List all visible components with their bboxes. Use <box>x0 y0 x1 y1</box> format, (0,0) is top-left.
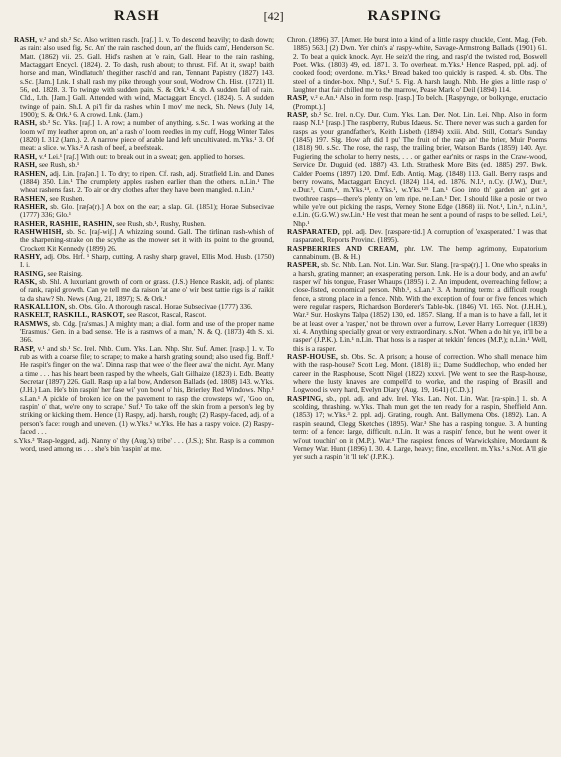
dictionary-entry <box>287 36 547 94</box>
entry-text: v.² e.An.¹ Also in form resp. [rasp.] To belch. [Raspynge, or bolkynge, eructacio (Prompt.).] <box>293 93 547 111</box>
entry-text: v.¹ and sb.¹ Sc. Irel. Nhb. Cum. Yks. Lan. Nhp. Shr. Suf. Amer. [rasp.] 1. v. To rub as with a coarse file; to scrape; to make a harsh grating sound; also used fig. Bnff.¹ He raspit's finger on the wa'. Dinna rasp that wee o' the fleer awa' the nicht. Ayr. Many a time . . . has his heart been rasped by the wheels, Galt Gilhaize (1823) i. Edb. Beatty Secretar (1897) 226. Gall. Rasp up a lal bow, Anderson Ballads (ed. 1808) 143. w.Yks. (J.H.) Lan. He's bin raspin' her fase wi' yon bowl o' his, Brierley Red Windows. Nhp.¹ s.Lan.¹ A pickle of broken ice on the pavement to rasp the crowsteps wi', 'Goo on, raspin' o' that, we're ony to scrape.' Suf.¹ To take off the skin from a person's leg by striking or kicking them. Hence (1) Raspy, adj. harsh, rough; (2) Raspy-faced, adj. of a person's face: rough and uneven. (1) w.Yks.¹ w.Yks. He has a raspy voice. (2) Raspy-faced . . . <box>20 343 274 437</box>
entry-headword: RASHEN, <box>14 193 48 203</box>
entry-text: sb. Shl. A luxuriant growth of corn or grass. (J.S.) Hence Raskit, adj. of plants: of rank, rapid growth. Can ye tell me da raison 'at ane o' wir best tattie rigs is a' raikit ta da shaw? Sh. News (Aug. 21, 1897); S. & Ork.¹ <box>20 276 274 303</box>
entry-text: sb. Obs. Glo. A thorough rascal. Horae Subsecivae (1777) 336. <box>68 302 253 311</box>
entry-headword: RASHEN, <box>14 168 48 178</box>
entry-headword: RASP, <box>287 93 309 103</box>
entry-headword: RASH, <box>14 36 38 44</box>
entry-headword: RASHER, RASHIE, RASHIN, <box>14 218 115 228</box>
entry-text: sb. Cdg. [ra'smas.] A mighty man; a dial. form and use of the proper name 'Erasmus.' Gen. in a bad sense. 'He is a rasmws of a man,' N. & Q. (1873) 4th S. xi. 366. <box>20 318 274 345</box>
entry-text: see Rush, sb.¹, Rushy, Rushen. <box>116 218 206 228</box>
entry-headword: RASPBERRIES AND CREAM, <box>287 243 399 253</box>
entry-headword: RASPING, <box>287 393 324 403</box>
left-column <box>14 36 274 756</box>
dictionary-entry <box>287 111 547 228</box>
entry-text: sb.³ Sc. Yks. [raʃ.] 1. A row; a number of anything. s.Sc. I was working at the loom wi' my leather apron on, an' a rash o' loom reedles in my cuff, Hogg Winter Tales (1820) I. 312 (Jam.). 2. A narrow piece of arable land left uncultivated. m.Yks.¹ 3. Of meat: a slice. w.Yks.² A rash of beef, a beefsteak. <box>20 118 274 153</box>
entry-headword: RASHER, <box>14 201 48 211</box>
dictionary-entry <box>287 228 547 245</box>
entry-headword: RASPARATED, <box>287 226 340 236</box>
entry-headword: RASH, <box>14 118 38 128</box>
entry-headword: RASP-HOUSE, <box>287 352 339 362</box>
entry-headword: RASHWHISH, <box>14 226 64 236</box>
entry-text: ppl. adj. Dev. [ræspəre·tid.] A corruption of 'exasperated.' I was that rasparated, Reports Provinc. (1895). <box>293 226 547 245</box>
dictionary-entry <box>14 36 274 119</box>
entry-text: see Rascot, Rascal, Rascot. <box>126 310 207 320</box>
page-number: [42] <box>263 9 284 23</box>
dictionary-entry <box>287 353 547 395</box>
entry-text: v.⁴ Lei.¹ [raʃ.] With out: to break out in a sweat; gen. applied to horses. <box>38 151 245 161</box>
entry-text: phr. LW. The hemp agrimony, Eupatorium cannabinum. (B. & H.) <box>293 243 547 261</box>
dictionary-entry <box>287 245 547 262</box>
entry-text: sb., ppl. adj. and adv. Irel. Yks. Lan. Not. Lin. War. [ra·spin.] 1. sb. A scolding, thrashing. w.Yks. Thah mun get the ten ready for a raspin, Sheffield Ann. (1853) 17; w.Yks.³ 2. ppl. adj. Grating, rough. Ant. Ballymena Obs. (1892). Lan. A raspin seaund, Clegg Sketches (1895). War.³ She has a rasping tongue. 3. A hunting term: of a fence: large, difficult. n.Lin. It was a raspin' fence, but he went ower it wi'out touchin' on it (M.P.). War.³ The raspiest fences of Warwickshire, Mordaunt & Verney War. Hunt (1896) I. 30. 4. Large, heavy; fine, excellent. m.Yks.¹ s.Not. A'll gie yer such a raspin 'it 'll tek' (J.P.K.). <box>293 393 547 462</box>
dictionary-entry <box>287 261 547 353</box>
entry-text: see Rush, sb.¹ <box>38 160 80 170</box>
entry-headword: RASP, <box>287 110 309 120</box>
entry-headword: RASK, <box>14 276 38 286</box>
entry-text: sb. Sc. [raʃ-wiʃ.] A whizzing sound. Gall. The tirlinan rash-whish of the sharpening-strake on the scythe as the mower set it with its point to the ground, Crockett Kit Kennedy (1899) 26. <box>20 226 274 253</box>
dictionary-entry <box>14 203 274 220</box>
entry-text: see Rushen. <box>49 193 85 203</box>
entry-text: sb. Glo. [ræʃə(r).] A box on the ear; a slap. Gl. (1851); Horae Subsecivae (1777) 336; Glo.¹ <box>20 201 274 220</box>
dictionary-entry <box>287 395 547 462</box>
dictionary-entry <box>14 278 274 303</box>
entry-headword: RASHY, <box>14 251 42 261</box>
entry-text: sb.² Sc. Irel. n.Cy. Dur. Cum. Yks. Lan. Der. Not. Lin. Lei. Nhp. Also in form raasp N.I.¹ [rasp.] The raspberry, Rubus Idaeus. Sc. There never was such a garden for rasps as your grandfather's, Keith Lisbeth (1894) xxiii. Abd. Still, Cottar's Sunday (1845) 197. Slg. How aft did I pu' The fruit of the rasp an' the brier, Muir Poems (1818) 90. s.Sc. The rose, the rasp, the trailing brier, Watson Bards (1859) 140. Ayr. Fugiering the scholar to herry nests, . . . or gather ear'nits or rasps in the Craw-wood, Service Dr. Duguid (ed. 1887) 43. Lth. Strathesk More Bits (ed. 1885) 297. Bwk. Calder Poems (1897) 120. Dmf. Edb. Antiq. Mag. (1848) 113. Gall. Berry rasps and berry rowans, Mactaggart Encycl. (1824) 114, ed. 1876. N.I.¹, n.Cy. (J.W.), Dur.¹, e.Dur.¹, Cum.⁴, m.Yks.¹⁴, e.Yks.¹, w.Yks.¹²⁵ Lan.¹ Goo into th' garden an' get a twothree rasps—there's plenty on 'em ripe. ne.Lan.¹ Der. I should like a posie or two while ye're out picking the rasps, Verney Stone Edge (1868) iii. Not.¹, Lin.¹, n.Lin.¹, e.Lin. (G.G.W.) sw.Lin.¹ He vest that mean he sent a pound of rasps to be selled. Lei.¹, Nhp.¹ <box>293 110 547 228</box>
dictionary-entry <box>14 119 274 152</box>
dictionary-entry <box>14 253 274 270</box>
dictionary-entry <box>14 228 274 253</box>
entry-headword: RASKELT, RASKILL, RASKOT, <box>14 310 125 320</box>
entry-headword: RASMWS, <box>14 318 51 328</box>
left-running-head: RASH <box>114 8 160 24</box>
dictionary-entry <box>287 94 547 111</box>
page-header <box>14 8 547 30</box>
right-running-head: RASPING <box>367 8 442 24</box>
entry-headword: RASKALLION, <box>14 302 68 311</box>
dictionary-entry <box>14 170 274 195</box>
right-column <box>287 36 547 756</box>
dictionary-entry <box>14 320 274 345</box>
entry-text: adj. Obs. Hrf. ¹ Sharp, cutting. A rashy sharp gravel, Ellis Mod. Husb. (1750) I. i. <box>20 251 274 270</box>
columns <box>14 36 547 756</box>
dictionary-entry <box>14 437 274 454</box>
entry-text: adj. Lin. [raʃən.] 1. To dry; to ripen. Cf. rash, adj. Stratfield Lin. and Danes (1884) 350. Lin.¹ The crumplety apples rashen earlier than the others. n.Lin.¹ The wheat rashens fast. 2. To air or dry clothes after they have been mangled. n.Lin.¹ <box>20 168 274 195</box>
entry-headword: RASING, <box>14 268 46 278</box>
entry-headword: RASPER, <box>287 260 320 270</box>
entry-text: sb. Obs. Sc. A prison; a house of correction. Who shall menace him with the rasp-house? Scott Leg. Mont. (1818) ii.; Dame Suddlechop, who ended her career in the Rasphouse, Scott Nigel (1822) xxxvi. [We went to see the Rasp-house, where the lusty knaves are compell'd to worke, and the rasping of Brasill and Logwood is very hard, Evelyn Diary (Aug. 19, 1641) (C.D.).] <box>293 352 547 395</box>
entry-headword: RASH, <box>14 151 38 161</box>
dictionary-entry <box>14 345 274 437</box>
entry-text: v.² and sb.² Sc. Also written rasch. [raʃ.] 1. v. To descend heavily; to dash down; as rain: also used fig. Sc. An' the rain rasched doun, an' the fluids cam', Henderson Sc. Matt. (1862) vii. 25. Gall. Hid's rashen at 'e rain, Gall. Hear to the rain rashing, Mactaggart Encycl. (1824). 2. To dash, rush about; to thrust. Fif. At it, swap! baith horse and man, Windlatuch' thegither rasch'd and ran, Tennant Papistry (1827) 143. s.Sc. [Jam.] Lnk. I shall rash my pike through your soul, Wodrow Ch. Hist. (1721) II. 56, ed. 1828. 3. To twinge with sudden pain. S. & Ork.¹ 4. sb. A sudden fall of rain. Cld., Lth. [Jam.] Gall. Attended with wind, Mactaggart Encycl. (1824). 5. A sudden twinge of pain. Sh.I. A pi'l fir da rashes whin I mov' me neck, Sh. News (July 14, 1900); S. & Ork.¹ 6. A crowd. Lnk. (Jam.) <box>20 36 274 120</box>
entry-text: sb. Sc. Nhb. Lan. Not. Lin. War. Sur. Slang. [ra·spə(r).] 1. One who speaks in a harsh, grating manner; an exasperating person. Lnk. He is a dour body, and an awfu' rasper wi' his tongue, Fraser Whaups (1895) i. 2. An impudent, overreaching fellow; a close-fisted, economical person. Nhb.¹, s.Lan.¹ 3. A hunting term: a difficult rough fence, a strong place in a fence. Nhb. With the exception of four or five fences which were regular raspers, Richardson Borderer's Table-bk. (1846) VI. 165. Not. (J.H.H.), War.² Sur. Hoskyns Talpa (1852) 130, ed. 1857. Slang. If a man is to have a fall, let it be at least over a 'rasper,' not be thrown over a furrow, Lever Harry Lorrequer (1839) xi. 4. Anything specially great or very extraordinary. s.Not. 'When a do hit ye, it'll be a rasper' (J.P.K.). Lin.¹ n.Lin. That hoss is a rasper at tekkin' fences (M.P.); n.Lin.¹ Well, this is a rasper. <box>293 260 547 353</box>
entry-headword: RASP, <box>14 343 36 353</box>
entry-headword: RASH, <box>14 160 38 170</box>
entry-text: see Raising. <box>47 268 83 278</box>
entry-text: Chron. (1896) 37. [Amer. He burst into a kind of a little raspy chuckle, Cent. Mag. (Feb. 1885) 563.] (2) Dwn. Yer chin's a' raspy-white, Savage-Armstrong Ballads (1901) 61. 2. To beat a quick knock. Ayr. He seiz'd the ring, and rasp'd the twisted rod, Boswell Poet. Wks. (1803) 49, ed. 1871. 3. To overheat. m.Yks.¹ Hence Rasped, ppl. adj. of cooked food; overdone. m.Yks.¹ Bread baked too quickly is rasped. 4. sb. Obs. The steel of a tinder-box. Nhp.¹, Suf.¹ 5. Fig. A harsh laugh. Nhb. He gies a little rasp o' laughter that fair chilled me to the marrow, Pease Mark o' Deil (1894) 114. <box>287 36 547 95</box>
entry-text: s.Yks.³ 'Rasp-legged, adj. Nanny o' thy (Aug.'s) tribe' . . . (J.S.); Shr. Rasp is a common word, used among us . . . she's bin 'raspin' at me. <box>14 435 274 453</box>
